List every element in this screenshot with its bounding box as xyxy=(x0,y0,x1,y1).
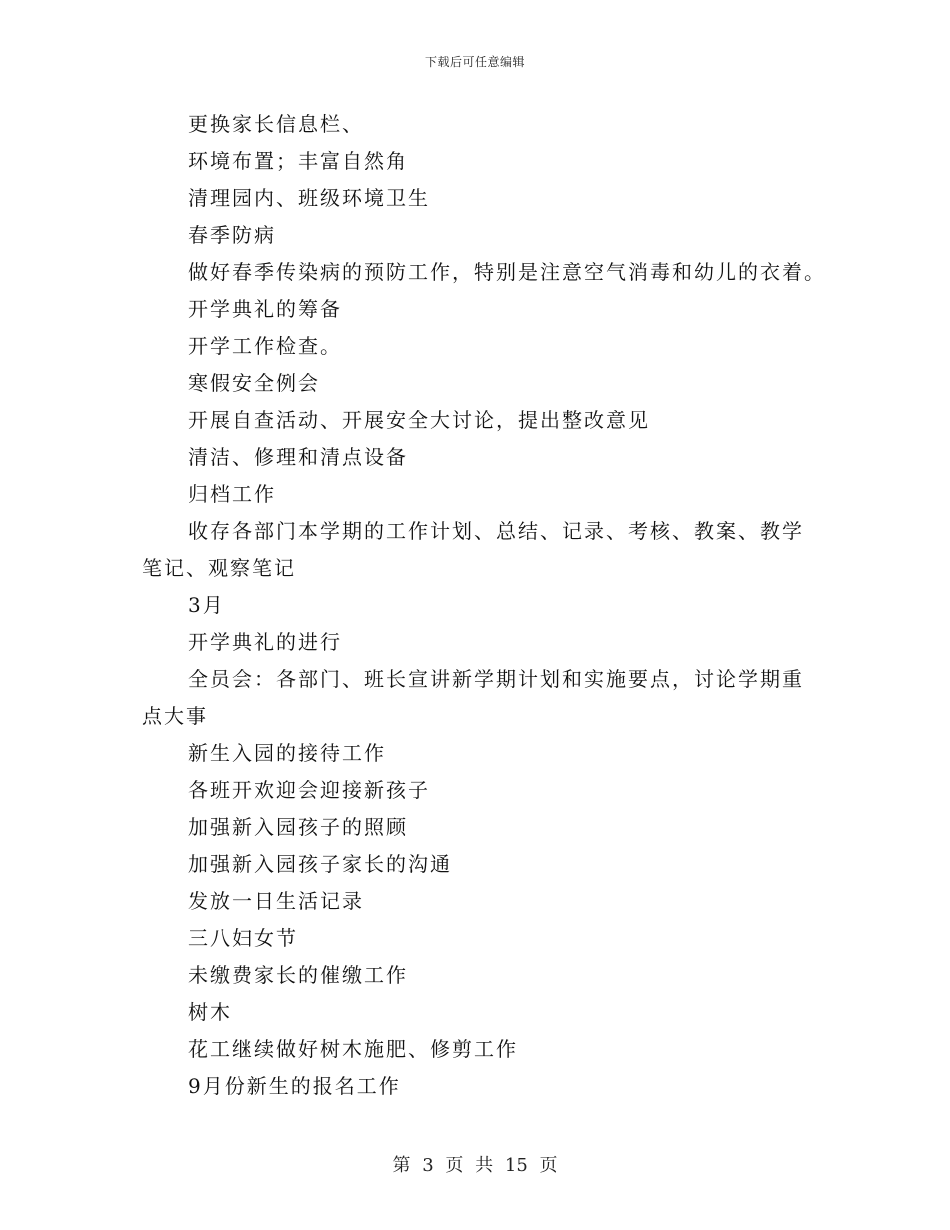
text-line: 清理园内、班级环境卫生 xyxy=(188,186,430,210)
text-line: 开学典礼的筹备 xyxy=(188,297,342,321)
text-line-continuation: 笔记、观察笔记 xyxy=(142,556,296,580)
document-body xyxy=(142,106,826,1105)
text-line: 做好春季传染病的预防工作，特别是注意空气消毒和幼儿的衣着。 xyxy=(188,260,826,284)
text-line-continuation: 点大事 xyxy=(142,704,208,728)
text-line: 春季防病 xyxy=(188,223,276,247)
text-line: 三八妇女节 xyxy=(188,926,298,950)
text-line: 开学典礼的进行 xyxy=(188,630,342,654)
text-line: 加强新入园孩子的照顾 xyxy=(188,815,408,839)
text-line: 加强新入园孩子家长的沟通 xyxy=(188,852,452,876)
text-line: 3月 xyxy=(188,593,225,617)
text-line: 花工继续做好树木施肥、修剪工作 xyxy=(188,1037,518,1061)
page-header xyxy=(0,53,950,70)
text-line: 寒假安全例会 xyxy=(188,371,320,395)
text-line: 环境布置；丰富自然角 xyxy=(188,149,408,173)
text-line: 更换家长信息栏、 xyxy=(188,112,364,136)
text-line: 开展自查活动、开展安全大讨论，提出整改意见 xyxy=(188,408,650,432)
total-page-count: 15 xyxy=(504,1155,528,1176)
footer-prefix: 第 xyxy=(392,1155,411,1176)
page-footer xyxy=(0,1151,950,1177)
text-line: 收存各部门本学期的工作计划、总结、记录、考核、教案、教学 xyxy=(188,519,804,543)
current-page-number: 3 xyxy=(422,1155,434,1176)
footer-suffix: 页 xyxy=(539,1155,558,1176)
text-line: 清洁、修理和清点设备 xyxy=(188,445,408,469)
text-line: 新生入园的接待工作 xyxy=(188,741,386,765)
footer-total-word: 共 xyxy=(475,1155,494,1176)
footer-page-word: 页 xyxy=(445,1155,464,1176)
text-line: 9月份新生的报名工作 xyxy=(188,1074,401,1098)
text-line: 未缴费家长的催缴工作 xyxy=(188,963,408,987)
text-line: 开学工作检查。 xyxy=(188,334,342,358)
text-line: 归档工作 xyxy=(188,482,276,506)
text-line: 全员会：各部门、班长宣讲新学期计划和实施要点，讨论学期重 xyxy=(188,667,804,691)
text-line: 树木 xyxy=(188,1000,232,1024)
text-line: 各班开欢迎会迎接新孩子 xyxy=(188,778,430,802)
text-line: 发放一日生活记录 xyxy=(188,889,364,913)
header-note: 下载后可任意编辑 xyxy=(424,55,525,69)
